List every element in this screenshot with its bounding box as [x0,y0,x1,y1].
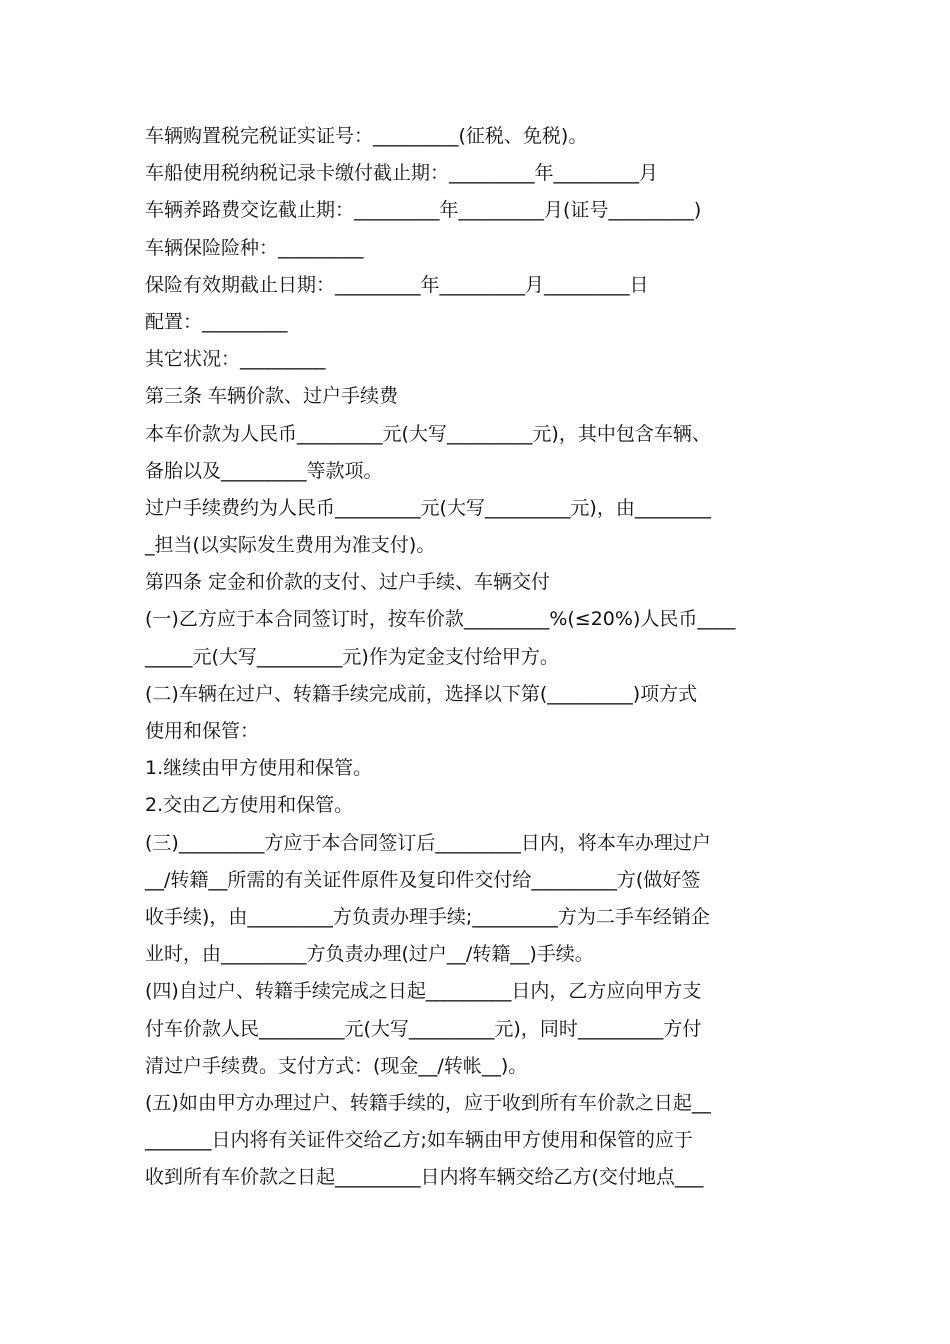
text-line: 本车价款为人民币_________元(大写_________元)，其中包含车辆、 [145,422,711,445]
text-line: 付车价款人民_________元(大写_________元)，同时_________方付 [145,1017,702,1040]
text-line: (五)如由甲方办理过户、转籍手续的，应于收到所有车价款之日起__ [145,1091,711,1114]
text-line: 收到所有车价款之日起_________日内将车辆交给乙方(交付地点___ [145,1166,704,1189]
text-line: 车辆保险险种：_________ [145,236,364,259]
text-line: _______日内将有关证件交给乙方;如车辆由甲方使用和保管的应于 [145,1129,693,1152]
text-line: (一)乙方应于本合同签订时，按车价款_________%(≤20%)人民币____ [145,608,736,631]
text-line: (三)_________方应于本合同签订后_________日内，将本车办理过户 [145,831,711,854]
text-line: 2.交由乙方使用和保管。 [145,794,354,817]
text-line: 收手续)，由_________方负责办理手续;_________方为二手车经销企 [145,905,710,928]
text-line: 1.继续由甲方使用和保管。 [145,757,373,780]
text-line: 其它状况：_________ [145,348,326,371]
contract-text [145,118,815,1196]
text-line: 配置：_________ [145,310,288,333]
text-line: 车辆购置税完税证实证号：_________(征税、免税)。 [145,125,588,147]
text-line: 车辆养路费交讫截止期：_________年_________月(证号_________) [145,199,702,222]
section-heading: 第四条 定金和价款的支付、过户手续、车辆交付 [145,571,551,594]
text-line: (二)车辆在过户、转籍手续完成前，选择以下第(_________)项方式 [145,682,698,705]
text-line: _____元(大写_________元)作为定金支付给甲方。 [145,645,559,668]
section-heading: 第三条 车辆价款、过户手续费 [145,385,399,408]
text-line: 使用和保管： [145,720,260,742]
text-line: _担当(以实际发生费用为准支付)。 [145,534,436,557]
text-line: 车船使用税纳税记录卡缴付截止期：_________年_________月 [145,162,659,185]
text-line: 保险有效期截止日期：_________年_________月_________日 [145,273,649,296]
text-line: 业时，由_________方负责办理(过户__/转籍__)手续。 [145,943,594,966]
text-line: 过户手续费约为人民币_________元(大写_________元)，由________ [145,496,711,519]
text-line: __/转籍__所需的有关证件原件及复印件交付给_________方(做好签 [145,868,701,891]
text-line: 清过户手续费。支付方式：(现金__/转帐__)。 [145,1054,528,1077]
text-line: 备胎以及_________等款项。 [145,459,383,482]
text-line: (四)自过户、转籍手续完成之日起_________日内，乙方应向甲方支 [145,980,702,1003]
